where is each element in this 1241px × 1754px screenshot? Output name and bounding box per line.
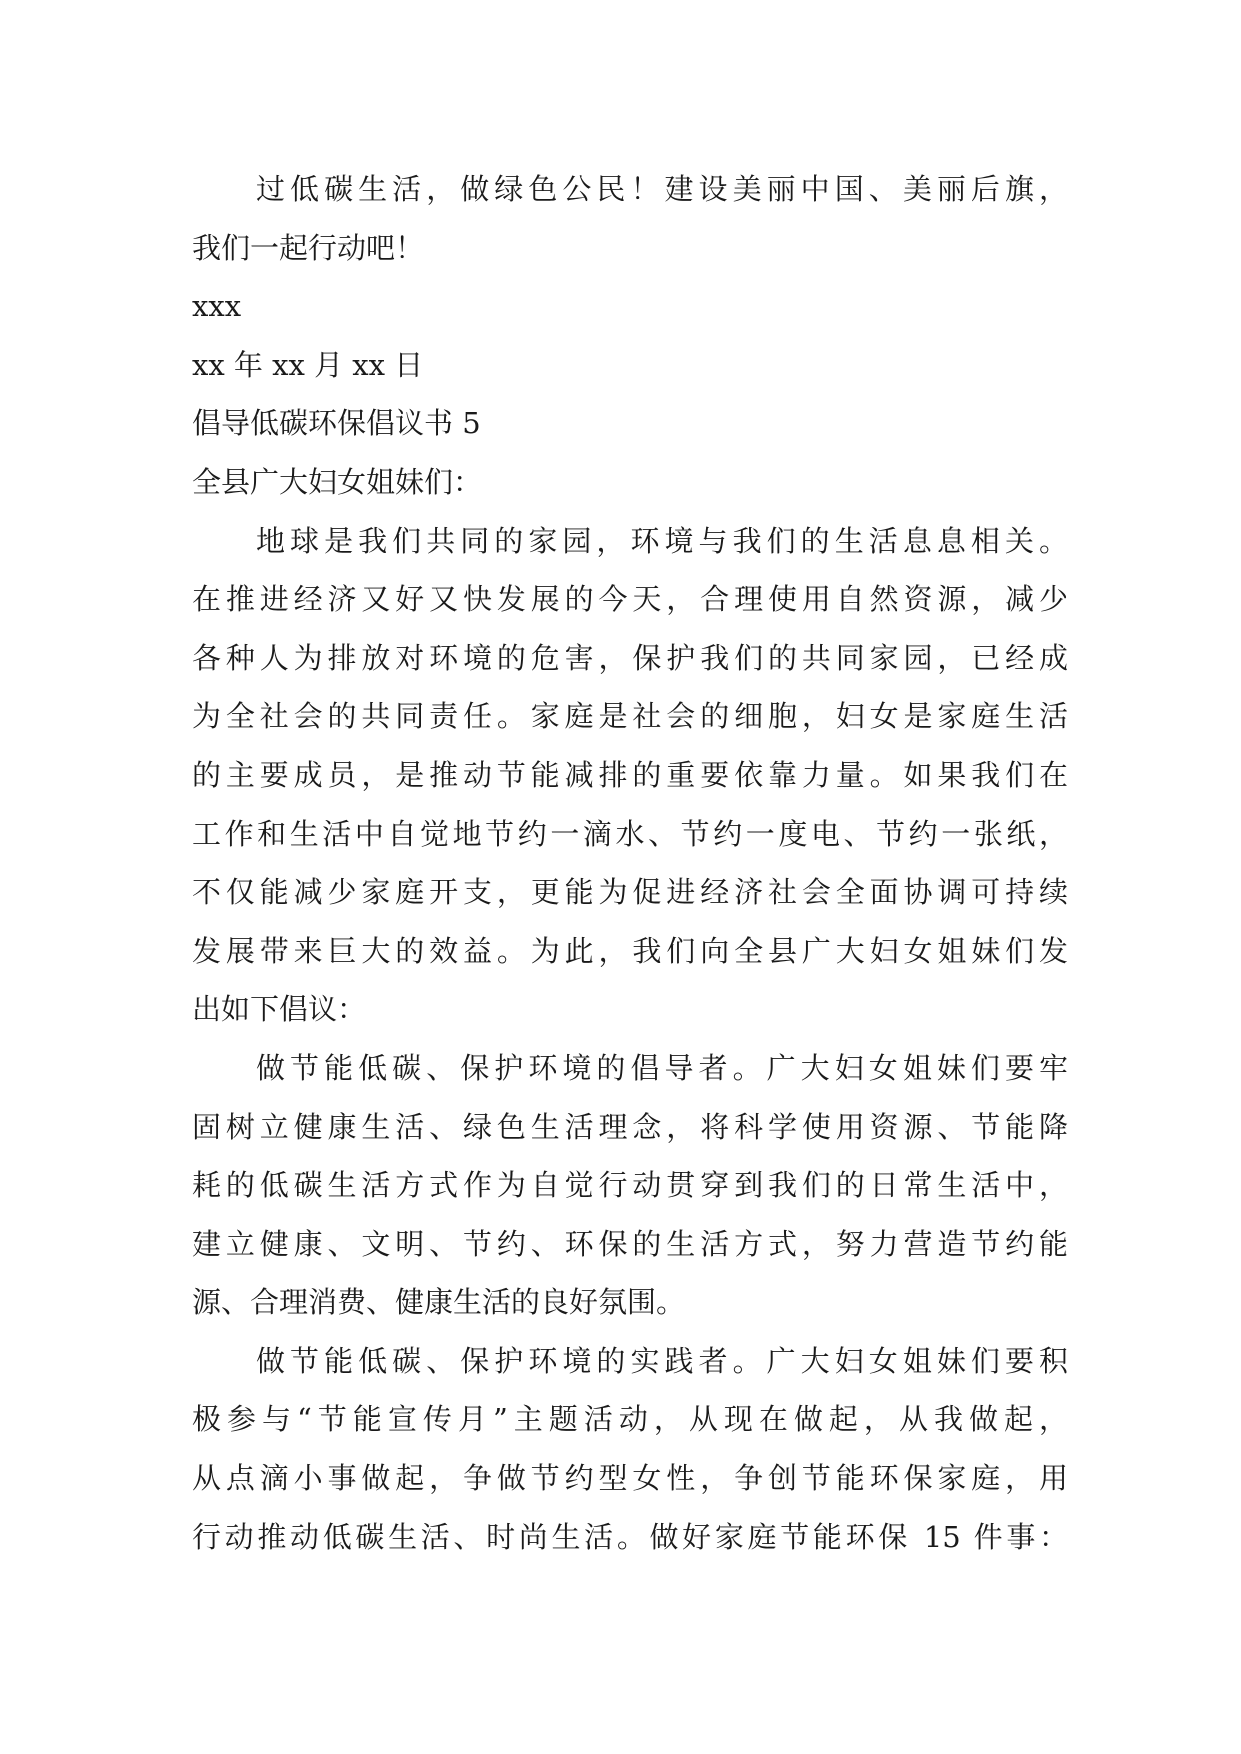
text-line: 发展带来巨大的效益。为此，我们向全县广大妇女姐妹们发 <box>192 933 1068 968</box>
text-line: 做节能低碳、保护环境的实践者。广大妇女姐妹们要积 <box>256 1343 1068 1378</box>
text-line: xxx <box>192 289 242 324</box>
text-line: 我们一起行动吧！ <box>192 230 425 265</box>
text-line: 耗的低碳生活方式作为自觉行动贯穿到我们的日常生活中， <box>192 1168 1068 1203</box>
text-line: 工作和生活中自觉地节约一滴水、节约一度电、节约一张纸， <box>192 816 1068 851</box>
text-line: 建立健康、文明、节约、环保的生活方式，努力营造节约能 <box>192 1226 1068 1261</box>
text-line: 做节能低碳、保护环境的倡导者。广大妇女姐妹们要牢 <box>256 1050 1068 1085</box>
text-line: 源、合理消费、健康生活的良好氛围。 <box>192 1285 686 1320</box>
text-line: 地球是我们共同的家园，环境与我们的生活息息相关。 <box>256 523 1068 558</box>
text-line: 出如下倡议： <box>192 992 367 1027</box>
text-line: 为全社会的共同责任。家庭是社会的细胞，妇女是家庭生活 <box>192 699 1068 734</box>
text-line: 行动推动低碳生活、时尚生活。做好家庭节能环保 15 件事： <box>192 1519 1068 1554</box>
text-line: 的主要成员，是推动节能减排的重要依靠力量。如果我们在 <box>192 757 1068 792</box>
text-line: 过低碳生活，做绿色公民！建设美丽中国、美丽后旗， <box>256 172 1068 206</box>
text-line: 固树立健康生活、绿色生活理念，将科学使用资源、节能降 <box>192 1109 1068 1144</box>
text-line: 不仅能减少家庭开支，更能为促进经济社会全面协调可持续 <box>192 875 1068 910</box>
text-line: 在推进经济又好又快发展的今天，合理使用自然资源，减少 <box>192 582 1068 617</box>
text-line: 极参与“节能宣传月”主题活动，从现在做起，从我做起， <box>192 1402 1068 1437</box>
text-line: 从点滴小事做起，争做节约型女性，争创节能环保家庭，用 <box>192 1461 1068 1496</box>
text-line: 各种人为排放对环境的危害，保护我们的共同家园，已经成 <box>192 640 1068 675</box>
document-page <box>192 160 1068 1566</box>
text-line: 全县广大妇女姐妹们： <box>192 464 483 499</box>
text-line: xx 年 xx 月 xx 日 <box>192 347 424 382</box>
text-line: 倡导低碳环保倡议书 5 <box>192 406 481 441</box>
